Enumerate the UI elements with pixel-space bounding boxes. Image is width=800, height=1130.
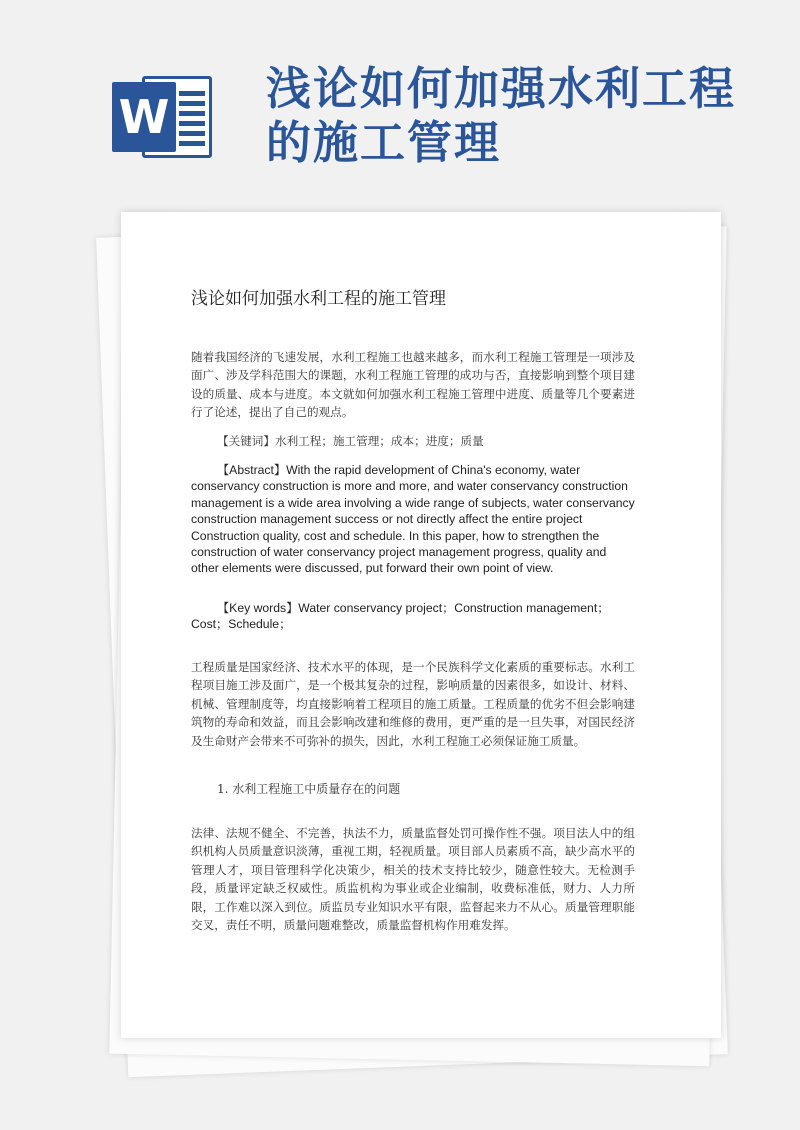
body-paragraph-1: 工程质量是国家经济、技术水平的体现，是一个民族科学文化素质的重要标志。水利工程项目施工涉及面广，是一个极其复杂的过程，影响质量的因素很多，如设计、材料、机械、管理制度等，均直接影响着工程项目的施工质量。工程质量的优劣不但会影响建筑物的寿命和效益，而且会影响改建和维修的费用，更严重的是一旦失事，对国民经济及生命财产会带来不可弥补的损失，因此，水利工程施工必须保证施工质量。 bbox=[191, 660, 635, 748]
document-page bbox=[121, 212, 721, 1038]
keywords-english: 【Key words】Water conservancy project；Construction management；Cost；Schedule； bbox=[191, 601, 610, 632]
abstract-chinese: 随着我国经济的飞速发展，水利工程施工也越来越多，而水利工程施工管理是一项涉及面广、涉及学科范围大的课题，水利工程施工管理的成功与否，直接影响到整个项目建设的质量、成本与进度。本文就如何加强水利工程施工管理中进度、质量等几个要素进行了论述，提出了自己的观点。 bbox=[191, 350, 635, 420]
word-logo-icon: W bbox=[112, 82, 176, 152]
document-title: 浅论如何加强水利工程的施工管理 bbox=[191, 289, 446, 309]
body-paragraph-2: 法律、法规不健全、不完善，执法不力，质量监督处罚可操作性不强。项目法人中的组织机构人员质量意识淡薄，重视工期，轻视质量。项目部人员素质不高，缺少高水平的管理人才，项目管理科学化决策少，相关的技术支持比较少，随意性较大。无检测手段，质量评定缺乏权威性。质监机构为事业或企业编制，收费标准低，财力、人力所限，工作难以深入到位。质监员专业知识水平有限，监督起来力不从心。质量管理职能交叉，责任不明，质量问题难整改，质量监督机构作用难发挥。 bbox=[191, 826, 635, 933]
word-document-icon bbox=[112, 72, 216, 160]
cover-title: 浅论如何加强水利工程的施工管理 bbox=[266, 62, 737, 169]
section-heading-1: 1. 水利工程施工中质量存在的问题 bbox=[217, 782, 401, 796]
abstract-english: 【Abstract】With the rapid development of China's economy, water conservancy construction is more and more, and water conservancy construction management is a wide area involving a wide range of subjects, water conservancy construction management success or not directly affect the entire project Construction quality, cost and schedule. In this paper, how to strengthen the construction of water conservancy project management progress, quality and other elements were discussed, put forward their own point of view. bbox=[191, 463, 635, 576]
keywords-chinese: 【关键词】水利工程；施工管理；成本；进度；质量 bbox=[217, 434, 484, 448]
